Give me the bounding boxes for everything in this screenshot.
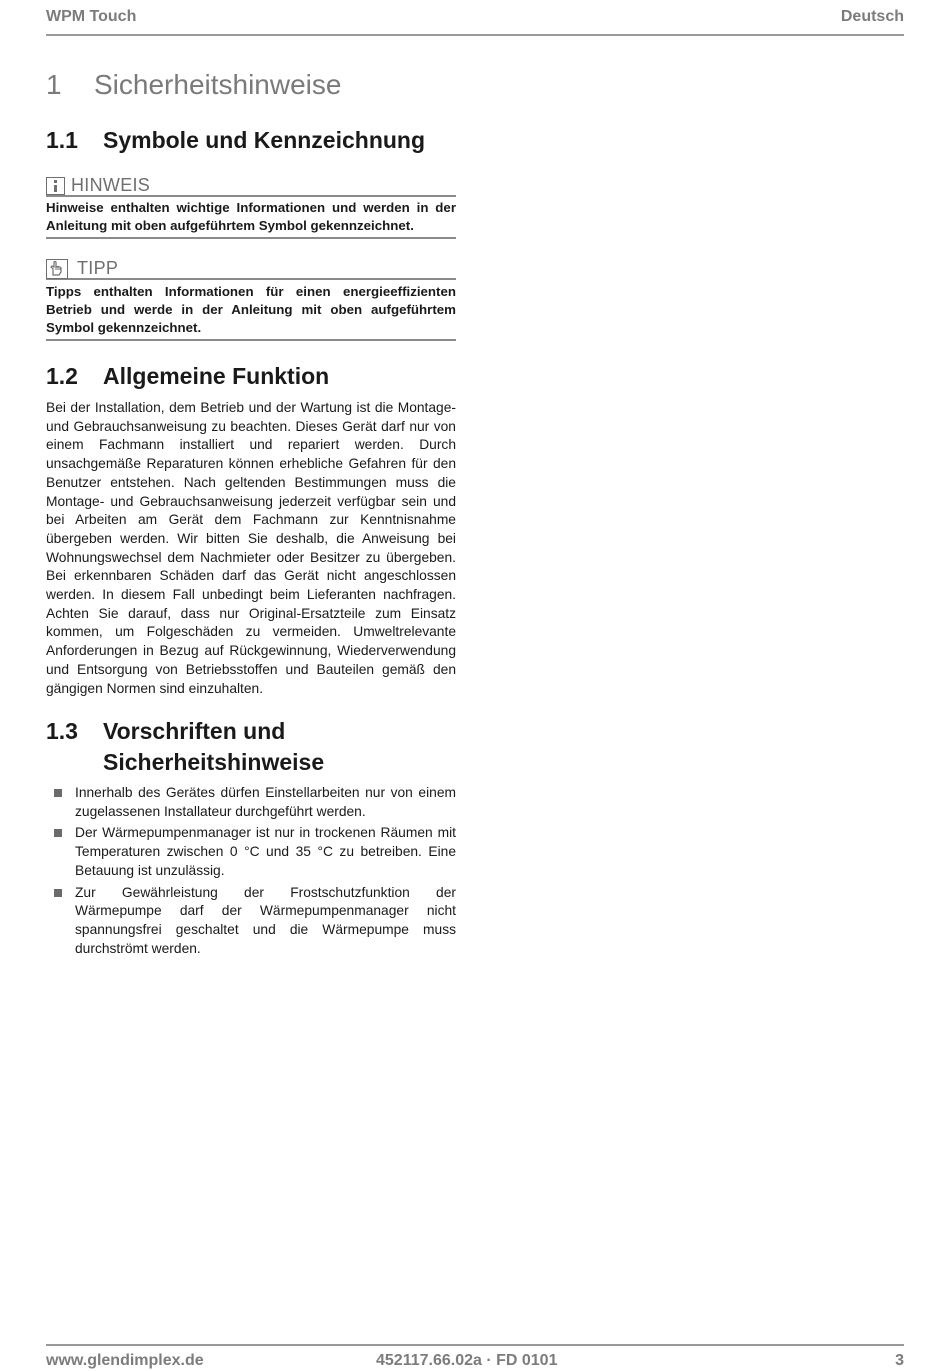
section-title-line1: Vorschriften und [103,718,286,744]
bullet-square-icon [54,829,62,837]
list-item [46,824,456,880]
list-item-text: Der Wärmepumpenmanager ist nur in trockenen Räumen mit Temperaturen zwischen 0 °C und 35 °C zu betreiben. Eine Betauung ist unzulässig. [75,825,456,878]
list-item [46,784,456,821]
hinweis-title: HINWEIS [71,175,151,195]
chapter-number: 1 [46,69,62,100]
tipp-text: Tipps enthalten Informationen für einen energieeffizienten Betrieb und werde in der Anleitung mit oben aufgeführtem Symbol gekennzeichnet. [46,283,456,341]
section-1-2-body: Bei der Installation, dem Betrieb und der Wartung ist die Montage- und Gebrauchsanweisung zu beachten. Dieses Gerät darf nur von einem Fachmann installiert und repariert werden. Durch unsachgemäße Reparaturen können erhebliche Gefahren für den Benutzer entstehen. Nach geltenden Bestimmungen muss die Montage- und Gebrauchsanweisung jederzeit verfügbar sein und bei Arbeiten am Gerät dem Fachmann zur Kenntnisnahme übergeben werden. Wir bitten Sie deshalb, die Anweisung bei Wohnungswechsel dem Nachmieter oder Besitzer zu übergeben. Bei erkennbaren Schäden darf das Gerät nicht angeschlossen werden. In diesem Fall unbedingt beim Lieferanten nachfragen. Achten Sie darauf, dass nur Original-Ersatzteile zum Einsatz kommen, um Folgeschäden zu vermeiden. Umweltrelevante Anforderungen in Bezug auf Rückgewinnung, Wiederverwendung und Entsorgung von Betriebsstoffen und Bauteilen gemäß den gängigen Normen sind einzuhalten. [46,400,456,696]
section-title: Symbole und Kennzeichnung [103,127,426,153]
pointing-hand-icon [46,259,68,279]
page-number: 3 [895,1352,904,1369]
section-number: 1.2 [46,363,78,389]
page-footer [46,1344,904,1371]
section-title-line2: Sicherheitshinweise [103,749,325,775]
chapter-title: Sicherheitshinweise [94,69,342,100]
section-heading-1-3 [46,716,456,778]
tipp-header [46,258,456,280]
page-header [46,8,904,36]
bullet-square-icon [54,789,62,797]
product-name: WPM Touch [46,8,137,25]
safety-bullet-list [46,784,456,961]
language-label: Deutsch [840,8,904,25]
tipp-title: TIPP [77,258,119,278]
hinweis-text: Hinweise enthalten wichtige Informationen und werden in der Anleitung mit oben aufgeführtem Symbol gekennzeichnet. [46,199,456,239]
list-item-text: Zur Gewährleistung der Frostschutzfunktion der Wärmepumpe darf der Wärmepumpenmanager nicht spannungsfrei geschaltet und die Wärmepumpe muss durchströmt werden. [75,884,456,956]
section-number: 1.1 [46,127,78,153]
section-heading-1-2 [46,361,456,392]
info-icon [46,177,65,195]
hinweis-header [46,175,456,197]
website-link[interactable]: www.glendimplex.de [46,1352,204,1369]
bullet-square-icon [54,889,62,897]
list-item [46,884,456,959]
chapter-heading [46,69,341,101]
list-item-text: Innerhalb des Gerätes dürfen Einstellarbeiten nur von einem zugelassenen Installateur durchgeführt werden. [75,785,456,819]
section-heading-1-1 [46,125,456,156]
section-number: 1.3 [46,718,78,744]
document-id: 452117.66.02a · FD 0101 [376,1352,558,1369]
section-title: Allgemeine Funktion [103,363,330,389]
